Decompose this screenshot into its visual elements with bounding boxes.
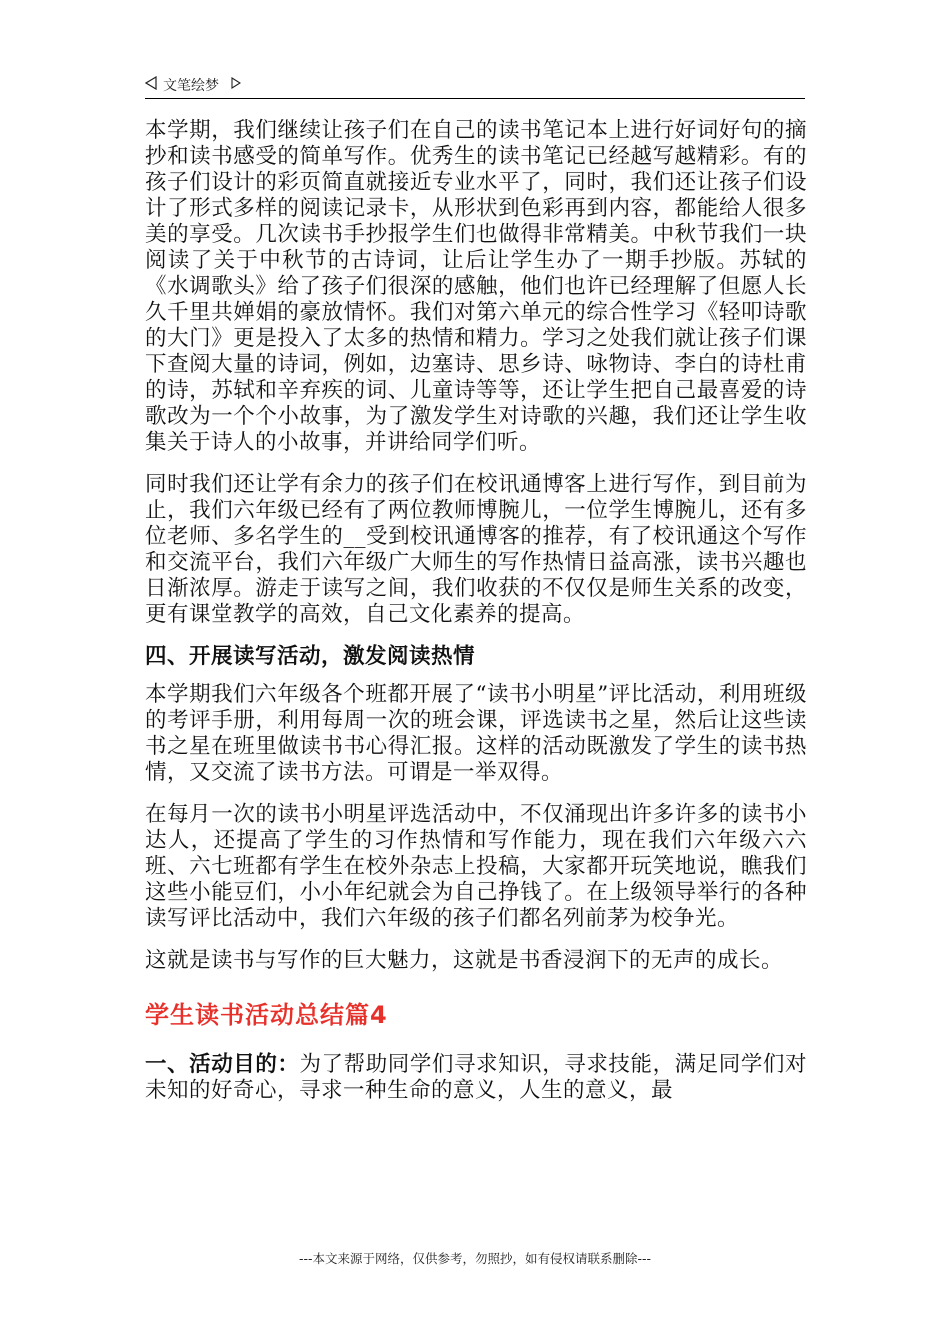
section-heading-four: 四、开展读写活动，激发阅读热情 [145,644,476,669]
article-body [145,118,807,1120]
paragraph-reading-star: 本学期我们六年级各个班都开展了“读书小明星”评比活动，利用班级的考评手册，利用每周一次的班会课，评选读书之星，然后让这些读书之星在班里做读书书心得汇报。这样的活动既激发了学生的读书热情，又交流了读书方法。可谓是一举双得。 [145,682,807,785]
paragraph-conclusion: 这就是读书与写作的巨大魅力，这就是书香浸润下的无声的成长。 [145,948,784,973]
purpose-text: 为了帮助同学们寻求知识，寻求技能，满足同学们对未知的好奇心，寻求一种生命的意义，人生的意义，最 [145,1052,807,1103]
paragraph-blog-writing: 同时我们还让学有余力的孩子们在校讯通博客上进行写作，到目前为止，我们六年级已经有了两位教师博腕儿，一位学生博腕儿，还有多位老师、多名学生的__受到校讯通博客的推荐，有了校讯通这个写作和交流平台，我们六年级广大师生的写作热情日益高涨，读书兴趣也日渐浓厚。游走于读写之间，我们收获的不仅仅是师生关系的改变，更有课堂教学的高效，自己文化素养的提高。 [145,472,807,627]
triangle-right-outline-icon [231,77,241,89]
paragraph-reading-notes: 本学期，我们继续让孩子们在自己的读书笔记本上进行好词好句的摘抄和读书感受的简单写作。优秀生的读书笔记已经越写越精彩。有的孩子们设计的彩页简直就接近专业水平了，同时，我们还让孩子们设计了形式多样的阅读记录卡，从形状到色彩再到内容，都能给人很多美的享受。几次读书手抄报学生们也做得非常精美。中秋节我们一块阅读了关于中秋节的古诗词，让后让学生办了一期手抄版。苏轼的《水调歌头》给了孩子们很深的感触，他们也许已经理解了但愿人长久千里共婵娟的豪放情怀。我们对第六单元的综合性学习《轻叩诗歌的大门》更是投入了太多的热情和精力。学习之处我们就让孩子们课下查阅大量的诗词，例如，边塞诗、思乡诗、咏物诗、李白的诗杜甫的诗，苏轼和辛弃疾的词、儿童诗等等，还让学生把自己最喜爱的诗歌改为一个个小故事，为了激发学生对诗歌的兴趣，我们还让学生收集关于诗人的小故事，并讲给同学们听。 [145,118,807,455]
purpose-label: 一、活动目的： [145,1052,300,1077]
section-title: 学生读书活动总结篇4 [145,1001,388,1029]
paragraph-monthly-selection: 在每月一次的读书小明星评选活动中，不仅涌现出许多许多的读书小达人，还提高了学生的习作热情和写作能力，现在我们六年级六六班、六七班都有学生在校外杂志上投稿，大家都开玩笑地说，瞧我们这些小能豆们，小小年纪就会为自己挣钱了。在上级领导举行的各种读写评比活动中，我们六年级的孩子们都名列前茅为校争光。 [145,802,807,931]
header-brand: 文笔绘梦 [163,78,219,94]
triangle-left-outline-icon [145,76,157,90]
page-header [145,70,805,99]
page-footer-note: ---本文来源于网络，仅供参考，勿照抄，如有侵权请联系删除--- [298,1251,652,1266]
paragraph-activity-purpose [145,1052,807,1104]
